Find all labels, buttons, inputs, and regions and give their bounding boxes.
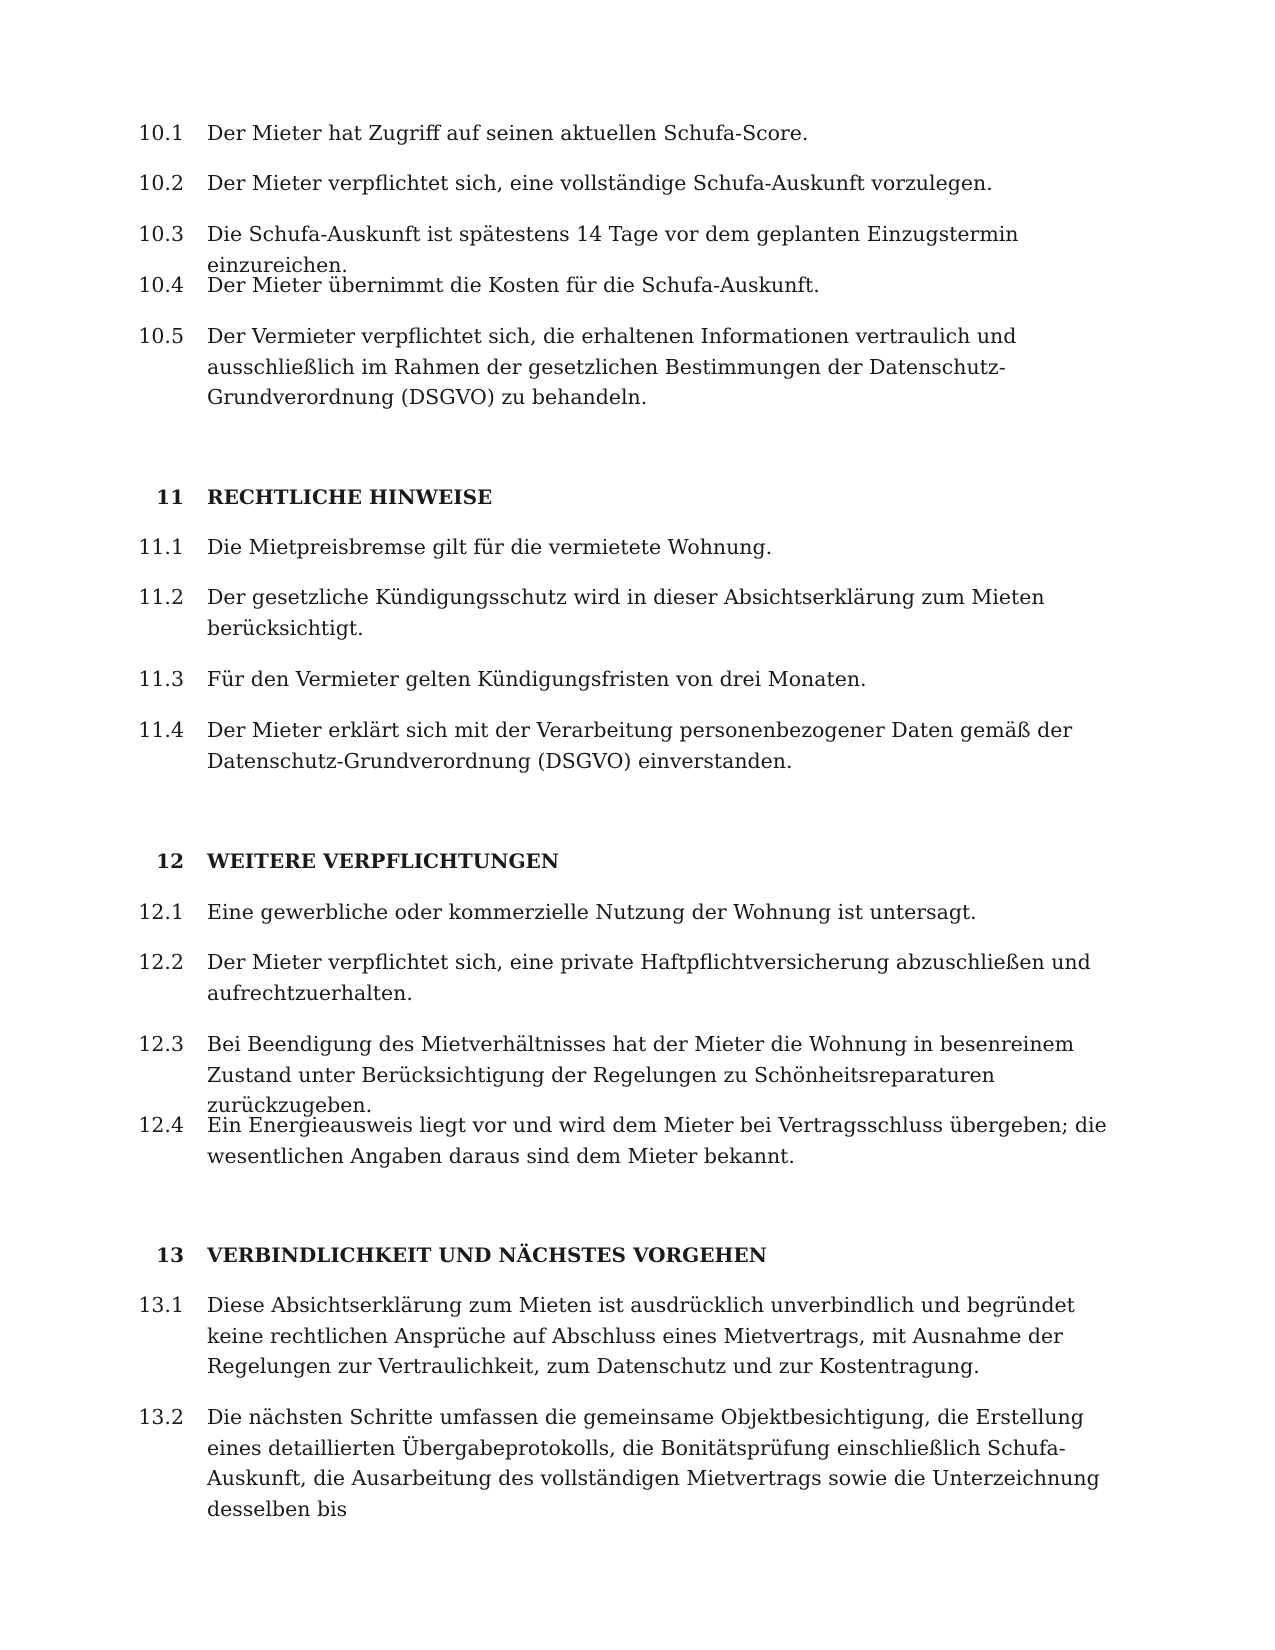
- clause-text: Für den Vermieter gelten Kündigungsfristen von drei Monaten.: [207, 667, 867, 691]
- clause-text: Der gesetzliche Kündigungsschutz wird in dieser Absichtserklärung zum Mieten berücksichtigt.: [207, 585, 1045, 640]
- clause-text: Der Mieter hat Zugriff auf seinen aktuellen Schufa-Score.: [207, 121, 809, 145]
- clause-number: 10.1: [138, 121, 184, 145]
- clause-text: Der Mieter übernimmt die Kosten für die Schufa-Auskunft.: [207, 273, 820, 297]
- clause-number: 11.4: [138, 718, 184, 742]
- clause-number: 10.2: [138, 171, 184, 195]
- clause-text: Der Vermieter verpflichtet sich, die erhaltenen Informationen vertraulich und ausschließlich im Rahmen der gesetzlichen Bestimmungen der Datenschutz-Grundverordnung (DSGVO) zu behandeln.: [207, 324, 1017, 409]
- clause-text: Eine gewerbliche oder kommerzielle Nutzung der Wohnung ist untersagt.: [207, 900, 977, 924]
- clause-text: Der Mieter verpflichtet sich, eine vollständige Schufa-Auskunft vorzulegen.: [207, 171, 993, 195]
- clause-number: 12.1: [138, 900, 184, 924]
- clause-text: Die nächsten Schritte umfassen die gemeinsame Objektbesichtigung, die Erstellung eines detaillierten Übergabeprotokolls, die Bonitätsprüfung einschließlich Schufa-Auskunft, die Ausarbeitung des vollständigen Mietvertrags sowie die Unterzeichnung desselben bis: [207, 1405, 1100, 1521]
- clause-number: 11.1: [138, 535, 184, 559]
- clause-text: Der Mieter erklärt sich mit der Verarbeitung personenbezogener Daten gemäß der Datenschutz-Grundverordnung (DSGVO) einverstanden.: [207, 718, 1073, 773]
- clause-text: Der Mieter verpflichtet sich, eine private Haftpflichtversicherung abzuschließen und aufrechtzuerhalten.: [207, 950, 1091, 1005]
- section-number: 13: [156, 1243, 184, 1267]
- section-title: WEITERE VERPFLICHTUNGEN: [207, 849, 560, 873]
- clause-number: 10.3: [138, 222, 184, 246]
- clause-number: 13.1: [138, 1293, 184, 1317]
- clause-number: 12.4: [138, 1113, 184, 1137]
- section-number: 11: [156, 485, 184, 509]
- section-number: 12: [156, 849, 184, 873]
- clause-text: Bei Beendigung des Mietverhältnisses hat der Mieter die Wohnung in besenreinem Zustand unter Berücksichtigung der Regelungen zu Schönheitsreparaturen zurückzugeben.: [207, 1032, 1075, 1117]
- clause-text: Ein Energieausweis liegt vor und wird dem Mieter bei Vertragsschluss übergeben; die wesentlichen Angaben daraus sind dem Mieter bekannt.: [207, 1113, 1107, 1168]
- clause-number: 10.5: [138, 324, 184, 348]
- clause-text: Diese Absichtserklärung zum Mieten ist ausdrücklich unverbindlich und begründet keine rechtlichen Ansprüche auf Abschluss eines Mietvertrags, mit Ausnahme der Regelungen zur Vertraulichkeit, zum Datenschutz und zur Kostentragung.: [207, 1293, 1075, 1378]
- clause-number: 13.2: [138, 1405, 184, 1429]
- clause-number: 11.3: [138, 667, 184, 691]
- clause-text: Die Mietpreisbremse gilt für die vermietete Wohnung.: [207, 535, 773, 559]
- clause-number: 12.2: [138, 950, 184, 974]
- section-title: RECHTLICHE HINWEISE: [207, 485, 493, 509]
- clause-number: 11.2: [138, 585, 184, 609]
- clause-number: 10.4: [138, 273, 184, 297]
- clause-number: 12.3: [138, 1032, 184, 1056]
- section-title: VERBINDLICHKEIT UND NÄCHSTES VORGEHEN: [207, 1243, 767, 1267]
- clause-text: Die Schufa-Auskunft ist spätestens 14 Tage vor dem geplanten Einzugstermin einzureichen.: [207, 222, 1019, 277]
